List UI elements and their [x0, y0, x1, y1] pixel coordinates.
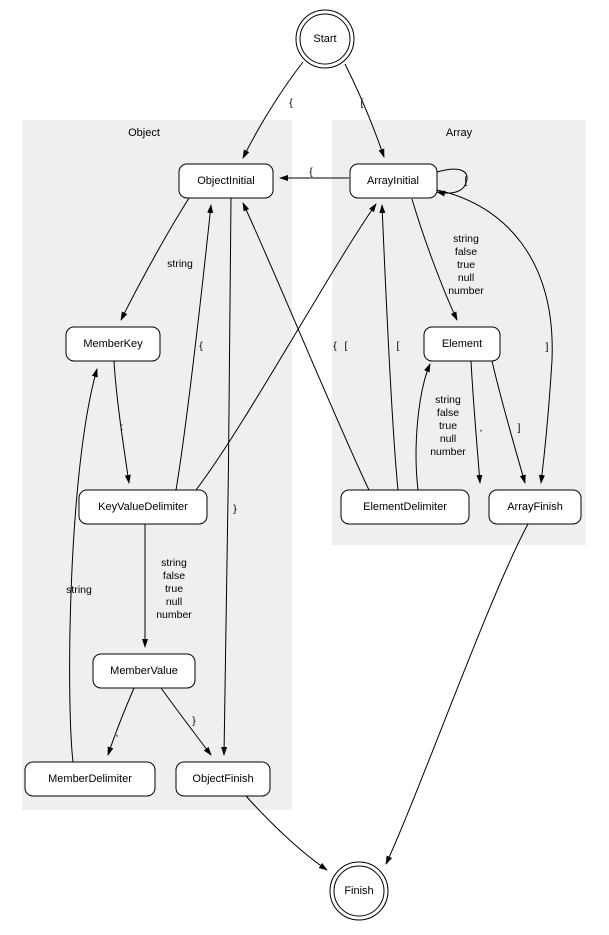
svg-text:true: true: [456, 258, 476, 271]
svg-text:true: true: [438, 419, 458, 432]
node-label-arrayinitial: ArrayInitial: [367, 174, 419, 187]
edge-label-memberkey-keyvaluedelimiter: :: [120, 420, 124, 433]
node-label-elementdelimiter: ElementDelimiter: [363, 500, 447, 513]
svg-text:number: number: [430, 445, 466, 458]
svg-text:null: null: [165, 595, 183, 608]
edge-label-elementdelimiter-objectinitial: {: [333, 339, 337, 352]
edge-label-arrayinitial-arrayfinish: ]: [545, 340, 549, 353]
edge-label-membervalue-objectfinish: }: [192, 714, 196, 727]
edge-label-arrayinitial-objectinitial: {: [309, 165, 313, 178]
node-label-memberkey: MemberKey: [83, 337, 143, 350]
svg-text:number: number: [448, 284, 484, 297]
edge-label-start-arrayinitial: [: [360, 96, 364, 109]
edge-label-keyvaluedelimiter-objectinitial: {: [199, 339, 203, 352]
node-label-start: Start: [313, 32, 337, 45]
svg-text:number: number: [156, 608, 192, 621]
node-label-objectinitial: ObjectInitial: [197, 174, 255, 187]
edge-label-elementdelimiter-arrayinitial: [: [396, 339, 400, 352]
edge-arrayfinish-finish: [386, 524, 528, 864]
node-label-membervalue: MemberValue: [110, 664, 178, 677]
node-label-keyvaluedelimiter: KeyValueDelimiter: [98, 500, 188, 513]
edge-label-membervalue-memberdelimiter: ,: [115, 726, 119, 739]
edge-label-element-elementdelimiter: ,: [479, 421, 483, 434]
edge-label-objectinitial-memberkey: string: [167, 257, 193, 270]
edge-label-memberdelimiter-memberkey: string: [66, 583, 92, 596]
node-label-arrayfinish: ArrayFinish: [507, 500, 563, 513]
svg-text:null: null: [457, 271, 475, 284]
svg-text:string: string: [161, 556, 187, 569]
edge-label-keyvaluedelimiter-arrayinitial: [: [344, 339, 348, 352]
cluster-label-object: Object: [128, 126, 160, 139]
node-label-objectfinish: ObjectFinish: [192, 772, 254, 785]
svg-text:false: false: [454, 245, 478, 258]
node-label-memberdelimiter: MemberDelimiter: [48, 772, 132, 785]
node-label-finish: Finish: [344, 884, 374, 897]
node-label-element: Element: [441, 337, 483, 350]
svg-text:false: false: [162, 569, 186, 582]
edge-label-element-arrayfinish: ]: [517, 421, 521, 434]
cluster-object: [22, 120, 292, 810]
edge-label-arrayinitial-self: [: [464, 174, 468, 187]
svg-text:string: string: [453, 232, 479, 245]
svg-text:false: false: [436, 406, 460, 419]
edge-label-objectinitial-objectfinish: }: [233, 502, 237, 515]
svg-text:null: null: [439, 432, 457, 445]
svg-text:true: true: [164, 582, 184, 595]
cluster-label-array: Array: [445, 126, 473, 139]
edge-label-start-objectinitial: {: [289, 96, 293, 109]
svg-text:string: string: [435, 393, 461, 406]
